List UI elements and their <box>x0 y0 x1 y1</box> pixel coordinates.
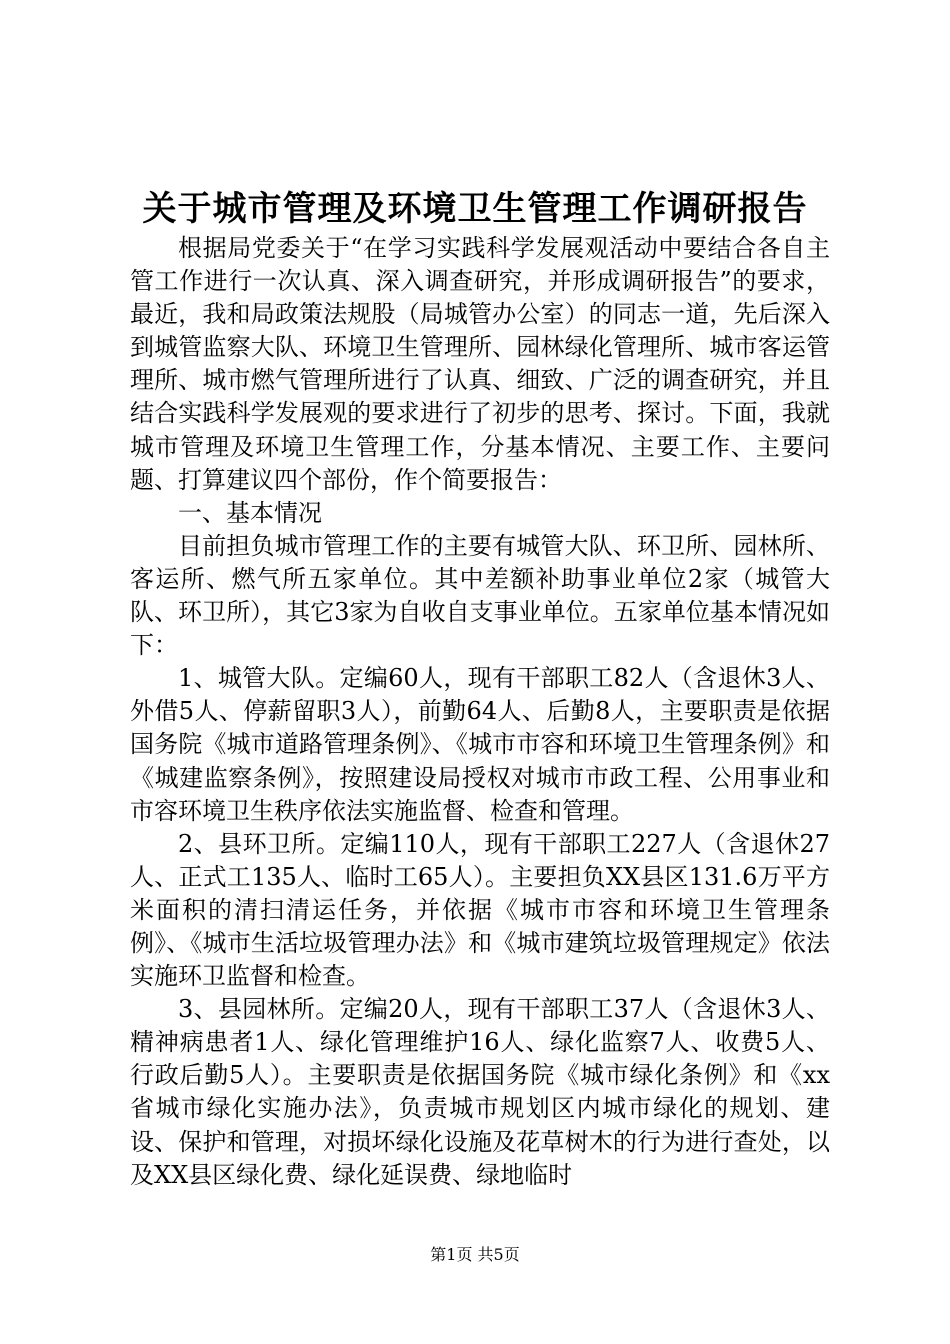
document-body <box>130 232 830 1192</box>
paragraph-units-overview: 目前担负城市管理工作的主要有城管大队、环卫所、园林所、客运所、燃气所五家单位。其中差额补助事业单位2家（城管大队、环卫所），其它3家为自收自支事业单位。五家单位基本情况如下： <box>130 531 830 660</box>
paragraph-intro: 根据局党委关于“在学习实践科学发展观活动中要结合各自主管工作进行一次认真、深入调查研究，并形成调研报告”的要求，最近，我和局政策法规股（局城管办公室）的同志一道，先后深入到城管监察大队、环境卫生管理所、园林绿化管理所、城市客运管理所、城市燃气管理所进行了认真、细致、广泛的调查研究，并且结合实践科学发展观的要求进行了初步的思考、探讨。下面，我就城市管理及环境卫生管理工作，分基本情况、主要工作、主要问题、打算建议四个部份，作个简要报告： <box>130 234 830 494</box>
document-title: 关于城市管理及环境卫生管理工作调研报告 <box>142 189 808 229</box>
paragraph-city-management-team: 1、城管大队。定编60人，现有干部职工82人（含退休3人、外借5人、停薪留职3人），前勤64人、后勤8人，主要职责是依据国务院《城市道路管理条例》、《城市市容和环境卫生管理条例》和《城建监察条例》，按照建设局授权对城市市政工程、公用事业和市容环境卫生秩序依法实施监督、检查和管理。 <box>130 664 830 825</box>
section-heading-basic: 一、基本情况 <box>178 498 322 527</box>
paragraph-landscape-office: 3、县园林所。定编20人，现有干部职工37人（含退休3人、精神病患者1人、绿化管理维护16人、绿化监察7人、收费5人、行政后勤5人）。主要职责是依据国务院《城市绿化条例》和《xx省城市绿化实施办法》，负责城市规划区内城市绿化的规划、建设、保护和管理，对损坏绿化设施及花草树木的行为进行查处，以及XX县区绿化费、绿化延误费、绿地临时 <box>130 995 830 1189</box>
paragraph-sanitation-office: 2、县环卫所。定编110人，现有干部职工227人（含退休27人、正式工135人、临时工65人）。主要担负XX县区131.6万平方米面积的清扫清运任务，并依据《城市市容和环境卫生管理条例》、《城市生活垃圾管理办法》和《城市建筑垃圾管理规定》依法实施环卫监督和检查。 <box>130 829 830 991</box>
page-number-footer: 第1页 共5页 <box>430 1245 520 1264</box>
